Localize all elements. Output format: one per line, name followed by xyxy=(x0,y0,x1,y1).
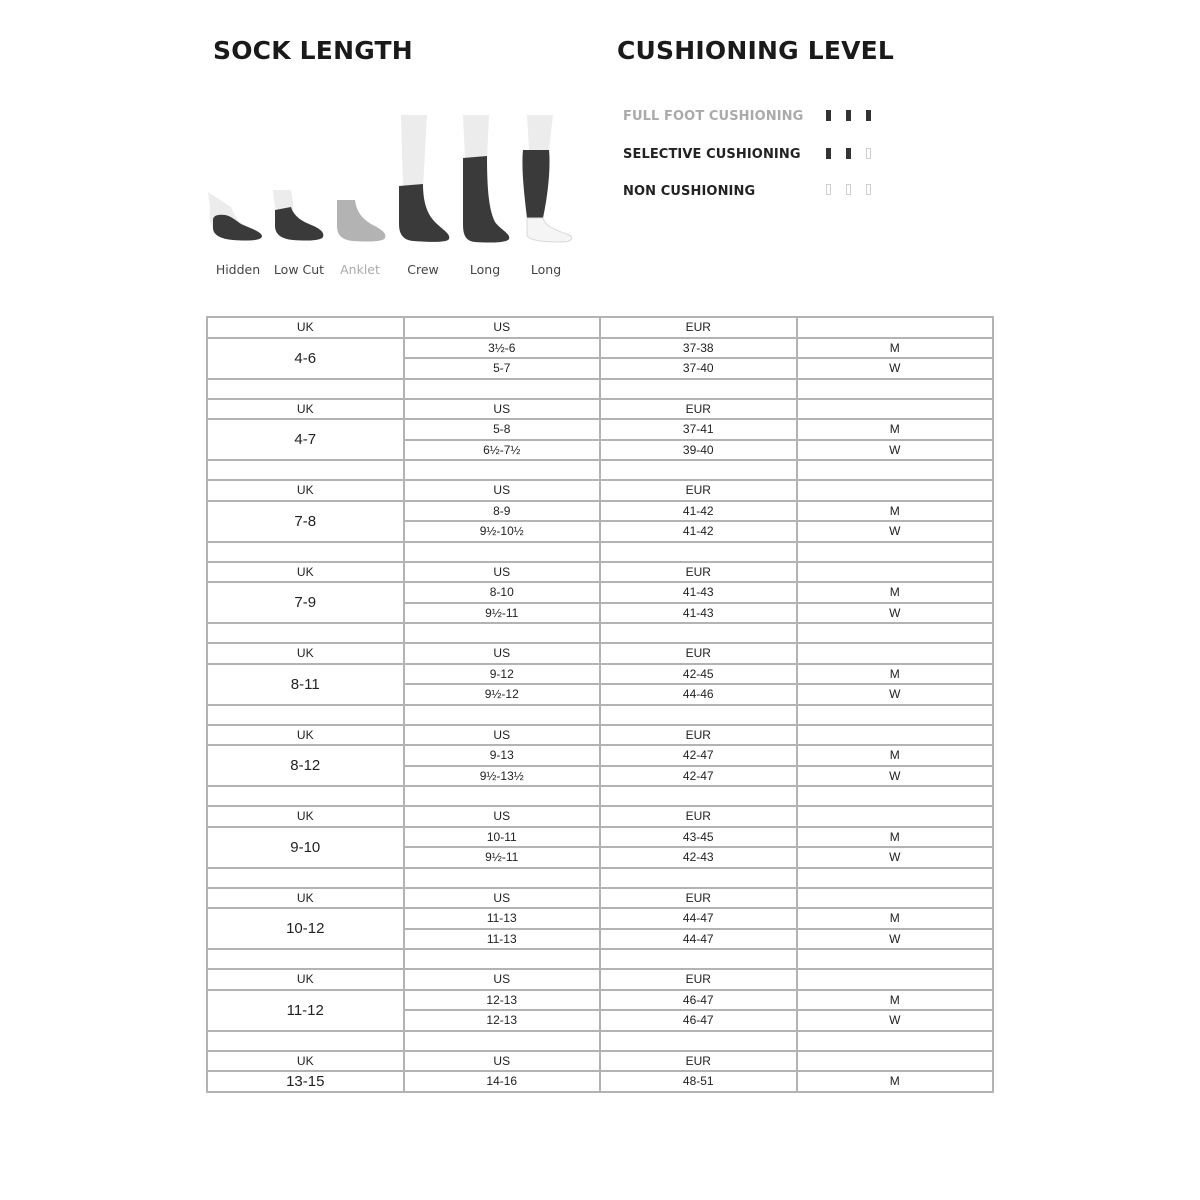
size-header-cell: EUR xyxy=(600,969,797,990)
gender-size-cell: M xyxy=(797,745,994,766)
cushioning-selective-bars xyxy=(826,148,871,159)
size-header-cell xyxy=(797,806,994,827)
uk-size-cell: 7-8 xyxy=(207,501,404,542)
size-header-cell: EUR xyxy=(600,562,797,583)
size-header-cell: UK xyxy=(207,888,404,909)
size-header-cell: EUR xyxy=(600,725,797,746)
spacer-cell xyxy=(404,460,601,480)
size-header-cell: UK xyxy=(207,969,404,990)
spacer-cell xyxy=(207,1031,404,1051)
gender-size-cell: M xyxy=(797,664,994,685)
gender-size-cell: M xyxy=(797,338,994,359)
gender-size-cell: M xyxy=(797,1071,994,1092)
cushioning-full-foot-bars xyxy=(826,110,871,121)
us-size-cell: 12-13 xyxy=(404,1010,601,1031)
cushioning-full-foot: FULL FOOT CUSHIONING xyxy=(623,109,804,124)
spacer-cell xyxy=(404,623,601,643)
size-header-cell: UK xyxy=(207,725,404,746)
us-size-cell: 5-8 xyxy=(404,419,601,440)
size-header-cell: US xyxy=(404,806,601,827)
uk-size-cell: 10-12 xyxy=(207,908,404,949)
table-row xyxy=(207,582,993,603)
cushion-bar-empty-icon xyxy=(866,148,871,159)
size-header-cell: US xyxy=(404,643,601,664)
size-header-cell: EUR xyxy=(600,317,797,338)
gender-size-cell: W xyxy=(797,684,994,705)
size-header-cell xyxy=(797,969,994,990)
gender-size-cell: M xyxy=(797,501,994,522)
cushioning-non-bars xyxy=(826,184,871,195)
size-header-cell: US xyxy=(404,562,601,583)
eur-size-cell: 42-45 xyxy=(600,664,797,685)
size-header-cell xyxy=(797,1051,994,1072)
spacer-cell xyxy=(207,705,404,725)
cushion-bar-empty-icon xyxy=(826,184,831,195)
spacer-row xyxy=(207,786,993,806)
size-header-cell: US xyxy=(404,969,601,990)
gender-size-cell: W xyxy=(797,603,994,624)
size-header-cell: EUR xyxy=(600,480,797,501)
spacer-row xyxy=(207,542,993,562)
gender-size-cell: M xyxy=(797,582,994,603)
spacer-row xyxy=(207,705,993,725)
spacer-cell xyxy=(600,705,797,725)
size-header-cell xyxy=(797,562,994,583)
spacer-cell xyxy=(797,786,994,806)
table-row xyxy=(207,664,993,685)
spacer-cell xyxy=(600,542,797,562)
us-size-cell: 9½-11 xyxy=(404,603,601,624)
long-sleeve-sock-icon xyxy=(522,115,571,242)
table-row xyxy=(207,338,993,359)
eur-size-cell: 44-46 xyxy=(600,684,797,705)
gender-size-cell: M xyxy=(797,990,994,1011)
anklet-sock-icon xyxy=(337,200,385,242)
us-size-cell: 8-10 xyxy=(404,582,601,603)
us-size-cell: 8-9 xyxy=(404,501,601,522)
cushion-bar-filled-icon xyxy=(866,110,871,121)
spacer-row xyxy=(207,1031,993,1051)
gender-size-cell: W xyxy=(797,521,994,542)
us-size-cell: 9½-11 xyxy=(404,847,601,868)
size-header-cell: US xyxy=(404,399,601,420)
spacer-cell xyxy=(797,379,994,399)
eur-size-cell: 44-47 xyxy=(600,908,797,929)
eur-size-cell: 46-47 xyxy=(600,1010,797,1031)
size-chart-table xyxy=(206,316,994,1093)
size-header-cell: EUR xyxy=(600,888,797,909)
size-header-cell: UK xyxy=(207,643,404,664)
spacer-cell xyxy=(600,623,797,643)
spacer-cell xyxy=(797,868,994,888)
cushion-bar-empty-icon xyxy=(846,184,851,195)
sock-label-crew: Crew xyxy=(407,262,439,277)
us-size-cell: 9-13 xyxy=(404,745,601,766)
eur-size-cell: 42-43 xyxy=(600,847,797,868)
us-size-cell: 10-11 xyxy=(404,827,601,848)
eur-size-cell: 39-40 xyxy=(600,440,797,461)
eur-size-cell: 44-47 xyxy=(600,929,797,950)
spacer-cell xyxy=(797,460,994,480)
us-size-cell: 11-13 xyxy=(404,908,601,929)
cushion-bar-filled-icon xyxy=(826,110,831,121)
spacer-cell xyxy=(600,379,797,399)
low-cut-sock-icon xyxy=(273,190,323,241)
size-header-row xyxy=(207,888,993,909)
spacer-row xyxy=(207,868,993,888)
size-header-cell xyxy=(797,317,994,338)
spacer-cell xyxy=(207,949,404,969)
table-row xyxy=(207,908,993,929)
eur-size-cell: 37-41 xyxy=(600,419,797,440)
spacer-cell xyxy=(797,1031,994,1051)
size-header-cell: US xyxy=(404,480,601,501)
spacer-cell xyxy=(600,786,797,806)
size-header-row xyxy=(207,1051,993,1072)
eur-size-cell: 41-42 xyxy=(600,521,797,542)
cushion-bar-filled-icon xyxy=(846,148,851,159)
size-header-row xyxy=(207,969,993,990)
uk-size-cell: 4-7 xyxy=(207,419,404,460)
us-size-cell: 9½-10½ xyxy=(404,521,601,542)
eur-size-cell: 43-45 xyxy=(600,827,797,848)
sock-label-hidden: Hidden xyxy=(215,262,261,277)
spacer-cell xyxy=(207,786,404,806)
us-size-cell: 9-12 xyxy=(404,664,601,685)
spacer-cell xyxy=(404,1031,601,1051)
table-row xyxy=(207,1071,993,1092)
uk-size-cell: 8-12 xyxy=(207,745,404,786)
gender-size-cell: M xyxy=(797,419,994,440)
spacer-cell xyxy=(600,868,797,888)
table-row xyxy=(207,827,993,848)
crew-sock-icon xyxy=(399,115,449,242)
eur-size-cell: 37-38 xyxy=(600,338,797,359)
size-header-row xyxy=(207,317,993,338)
sock-label-low-cut: Low Cut xyxy=(273,262,325,277)
size-header-cell: UK xyxy=(207,399,404,420)
cushioning-selective: SELECTIVE CUSHIONING xyxy=(623,147,801,162)
size-chart-body xyxy=(207,317,993,1092)
spacer-cell xyxy=(404,868,601,888)
table-row xyxy=(207,501,993,522)
size-header-cell: UK xyxy=(207,806,404,827)
size-header-cell xyxy=(797,888,994,909)
size-header-row xyxy=(207,399,993,420)
hidden-sock-icon xyxy=(208,192,262,241)
size-header-cell: EUR xyxy=(600,643,797,664)
gender-size-cell: W xyxy=(797,440,994,461)
us-size-cell: 11-13 xyxy=(404,929,601,950)
size-header-cell: UK xyxy=(207,317,404,338)
us-size-cell: 9½-13½ xyxy=(404,766,601,787)
spacer-row xyxy=(207,623,993,643)
table-row xyxy=(207,745,993,766)
table-row xyxy=(207,990,993,1011)
size-header-cell: EUR xyxy=(600,806,797,827)
uk-size-cell: 8-11 xyxy=(207,664,404,705)
spacer-cell xyxy=(404,542,601,562)
eur-size-cell: 48-51 xyxy=(600,1071,797,1092)
size-header-cell: UK xyxy=(207,1051,404,1072)
spacer-row xyxy=(207,460,993,480)
us-size-cell: 9½-12 xyxy=(404,684,601,705)
eur-size-cell: 41-42 xyxy=(600,501,797,522)
cushioning-non: NON CUSHIONING xyxy=(623,184,756,199)
spacer-cell xyxy=(600,1031,797,1051)
cushion-bar-empty-icon xyxy=(866,184,871,195)
cushion-bar-filled-icon xyxy=(846,110,851,121)
size-header-cell: US xyxy=(404,317,601,338)
size-header-cell: UK xyxy=(207,480,404,501)
eur-size-cell: 42-47 xyxy=(600,745,797,766)
spacer-cell xyxy=(797,705,994,725)
size-header-row xyxy=(207,562,993,583)
spacer-cell xyxy=(207,379,404,399)
gender-size-cell: W xyxy=(797,1010,994,1031)
eur-size-cell: 41-43 xyxy=(600,582,797,603)
eur-size-cell: 37-40 xyxy=(600,358,797,379)
size-header-cell: EUR xyxy=(600,399,797,420)
spacer-cell xyxy=(207,868,404,888)
spacer-row xyxy=(207,379,993,399)
size-header-cell xyxy=(797,725,994,746)
spacer-cell xyxy=(797,949,994,969)
sock-length-title: SOCK LENGTH xyxy=(213,36,413,65)
gender-size-cell: M xyxy=(797,908,994,929)
size-header-row xyxy=(207,480,993,501)
size-header-cell: US xyxy=(404,1051,601,1072)
gender-size-cell: W xyxy=(797,929,994,950)
us-size-cell: 3½-6 xyxy=(404,338,601,359)
sock-label-long: Long xyxy=(469,262,501,277)
size-header-row xyxy=(207,725,993,746)
cushion-bar-filled-icon xyxy=(826,148,831,159)
size-header-row xyxy=(207,643,993,664)
spacer-cell xyxy=(797,623,994,643)
eur-size-cell: 41-43 xyxy=(600,603,797,624)
sock-label-long-sleeve: Long xyxy=(530,262,562,277)
eur-size-cell: 46-47 xyxy=(600,990,797,1011)
spacer-cell xyxy=(207,460,404,480)
spacer-cell xyxy=(600,460,797,480)
size-header-cell xyxy=(797,399,994,420)
uk-size-cell: 7-9 xyxy=(207,582,404,623)
size-header-cell: US xyxy=(404,888,601,909)
sock-length-illustrations xyxy=(205,110,585,255)
spacer-cell xyxy=(404,949,601,969)
gender-size-cell: M xyxy=(797,827,994,848)
spacer-cell xyxy=(797,542,994,562)
size-header-cell xyxy=(797,643,994,664)
spacer-cell xyxy=(404,786,601,806)
spacer-cell xyxy=(404,705,601,725)
size-header-cell: EUR xyxy=(600,1051,797,1072)
us-size-cell: 5-7 xyxy=(404,358,601,379)
spacer-cell xyxy=(207,542,404,562)
size-header-cell: UK xyxy=(207,562,404,583)
spacer-cell xyxy=(600,949,797,969)
uk-size-cell: 11-12 xyxy=(207,990,404,1031)
spacer-row xyxy=(207,949,993,969)
uk-size-cell: 13-15 xyxy=(207,1071,404,1092)
eur-size-cell: 42-47 xyxy=(600,766,797,787)
long-sock-icon xyxy=(463,115,509,243)
sock-label-anklet: Anklet xyxy=(340,262,380,277)
us-size-cell: 6½-7½ xyxy=(404,440,601,461)
uk-size-cell: 4-6 xyxy=(207,338,404,379)
us-size-cell: 12-13 xyxy=(404,990,601,1011)
spacer-cell xyxy=(207,623,404,643)
gender-size-cell: W xyxy=(797,358,994,379)
table-row xyxy=(207,419,993,440)
spacer-cell xyxy=(404,379,601,399)
gender-size-cell: W xyxy=(797,847,994,868)
size-header-row xyxy=(207,806,993,827)
size-header-cell: US xyxy=(404,725,601,746)
size-header-cell xyxy=(797,480,994,501)
gender-size-cell: W xyxy=(797,766,994,787)
uk-size-cell: 9-10 xyxy=(207,827,404,868)
cushioning-level-title: CUSHIONING LEVEL xyxy=(617,36,895,65)
us-size-cell: 14-16 xyxy=(404,1071,601,1092)
